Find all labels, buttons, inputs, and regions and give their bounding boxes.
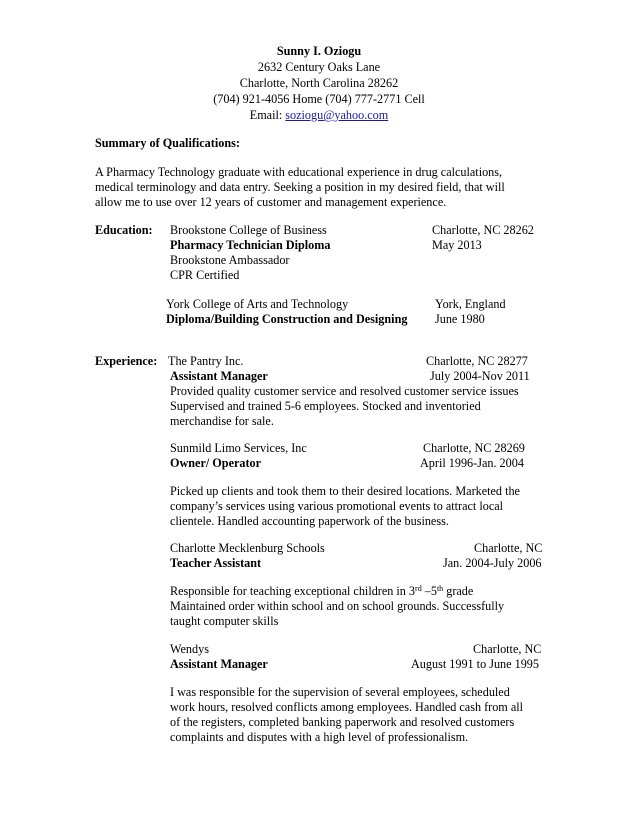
job-dates: August 1991 to June 1995 bbox=[411, 657, 539, 671]
job-location: Charlotte, NC 28269 bbox=[423, 441, 525, 455]
job-dates: July 2004-Nov 2011 bbox=[430, 369, 530, 383]
education-date: May 2013 bbox=[432, 238, 482, 252]
ordinal-th: th bbox=[436, 584, 444, 593]
job-description-line: work hours, resolved conflicts among employees. Handled cash from all bbox=[170, 700, 524, 714]
job-description-line: Supervised and trained 5-6 employees. Stocked and inventoried bbox=[170, 399, 481, 413]
job-dates: Jan. 2004-July 2006 bbox=[443, 556, 542, 570]
job-title: Owner/ Operator bbox=[170, 456, 262, 470]
job-description-line: Provided quality customer service and resolved customer service issues bbox=[170, 384, 519, 398]
job-title: Assistant Manager bbox=[170, 657, 268, 671]
grade-text-mid: –5 bbox=[421, 584, 437, 598]
education-location: York, England bbox=[435, 297, 506, 311]
email-line bbox=[0, 107, 638, 123]
summary-heading: Summary of Qualifications: bbox=[95, 136, 240, 150]
phone-numbers: (704) 921-4056 Home (704) 777-2771 Cell bbox=[213, 92, 425, 106]
job-employer: The Pantry Inc. bbox=[168, 354, 244, 368]
education-extra: CPR Certified bbox=[170, 268, 240, 282]
summary-line: medical terminology and data entry. Seeking a position in my desired field, that will bbox=[95, 180, 505, 194]
education-date: June 1980 bbox=[435, 312, 485, 326]
job-description-line: merchandise for sale. bbox=[170, 414, 274, 428]
job-description-line: Picked up clients and took them to their desired locations. Marketed the bbox=[170, 484, 520, 498]
job-description-line: clientele. Handled accounting paperwork of the business. bbox=[170, 514, 449, 528]
job-location: Charlotte, NC bbox=[474, 541, 543, 555]
applicant-name: Sunny I. Oziogu bbox=[276, 44, 362, 58]
job-employer: Sunmild Limo Services, Inc bbox=[170, 441, 307, 455]
summary-line: A Pharmacy Technology graduate with educational experience in drug calculations, bbox=[95, 165, 503, 179]
job-title: Assistant Manager bbox=[170, 369, 268, 383]
address-line-2: Charlotte, North Carolina 28262 bbox=[239, 76, 399, 90]
job-employer: Wendys bbox=[170, 642, 209, 656]
education-degree: Diploma/Building Construction and Designing bbox=[166, 312, 408, 326]
job-title: Teacher Assistant bbox=[170, 556, 262, 570]
summary-line: allow me to use over 12 years of customer and management experience. bbox=[95, 195, 447, 209]
job-employer: Charlotte Mecklenburg Schools bbox=[170, 541, 325, 555]
grade-text-start: Responsible for teaching exceptional children in 3 bbox=[170, 584, 416, 598]
job-description-line: I was responsible for the supervision of several employees, scheduled bbox=[170, 685, 510, 699]
job-description-line: complaints and disputes with a high level of professionalism. bbox=[170, 730, 469, 744]
email-label: Email: bbox=[249, 108, 283, 122]
education-location: Charlotte, NC 28262 bbox=[432, 223, 534, 237]
address-line-1: 2632 Century Oaks Lane bbox=[257, 60, 381, 74]
grade-text-end: grade bbox=[443, 584, 474, 598]
experience-heading: Experience: bbox=[95, 354, 158, 368]
job-description-line: taught computer skills bbox=[170, 614, 279, 628]
education-heading: Education: bbox=[95, 223, 153, 237]
education-degree: Pharmacy Technician Diploma bbox=[170, 238, 331, 252]
education-extra: Brookstone Ambassador bbox=[170, 253, 290, 267]
job-dates: April 1996-Jan. 2004 bbox=[420, 456, 524, 470]
job-location: Charlotte, NC bbox=[473, 642, 542, 656]
job-description-line: Maintained order within school and on school grounds. Successfully bbox=[170, 599, 505, 613]
job-description-line: of the registers, completed banking paperwork and resolved customers bbox=[170, 715, 515, 729]
education-school: Brookstone College of Business bbox=[170, 223, 327, 237]
education-school: York College of Arts and Technology bbox=[166, 297, 349, 311]
job-description-line bbox=[170, 584, 473, 599]
ordinal-rd: rd bbox=[415, 584, 422, 593]
email-link[interactable]: soziogu@yahoo.com bbox=[285, 108, 389, 122]
job-location: Charlotte, NC 28277 bbox=[426, 354, 528, 368]
job-description-line: company’s services using various promotional events to attract local bbox=[170, 499, 504, 513]
